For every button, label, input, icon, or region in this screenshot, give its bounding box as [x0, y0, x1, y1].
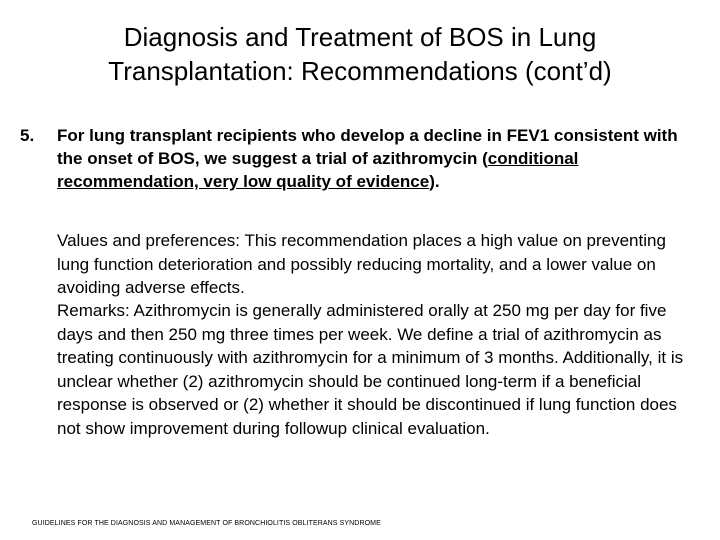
slide-title-line-1: Diagnosis and Treatment of BOS in Lung [123, 22, 597, 52]
slide-title-line-2: Transplantation: Recommendations (cont’d) [108, 56, 612, 86]
remarks: Remarks: Azithromycin is generally administered orally at 250 mg per day for five days and then 250 mg three times per week. We define a trial of azithromycin as treating continuously with azithromycin for a minimum of 3 months. Additionally, it is unclear whether (2) azithromycin should be continued long-term if a beneficial response is observed or (2) whether it should be discontinued if lung function does not show improvement during followup clinical evaluation. [57, 301, 684, 438]
values-and-preferences: Values and preferences: This recommendation places a high value on preventing lung function deterioration and possibly reducing mortality, and a lower value on avoiding adverse effects. [57, 231, 666, 297]
footer-source: GUIDELINES FOR THE DIAGNOSIS AND MANAGEMENT OF BRONCHIOLITIS OBLITERANS SYNDROME [32, 520, 381, 527]
recommendation-text [57, 124, 697, 193]
slide-title [20, 20, 700, 88]
recommendation-text-main: For lung transplant recipients who develop a decline in FEV1 consistent with the onset of BOS, we suggest a trial of azithromycin ( [57, 126, 678, 168]
recommendation-strength: conditional recommendation, very low quality of evidence [57, 149, 579, 191]
recommendation-text-end: ). [429, 172, 440, 191]
recommendation-number: 5. [20, 126, 35, 145]
